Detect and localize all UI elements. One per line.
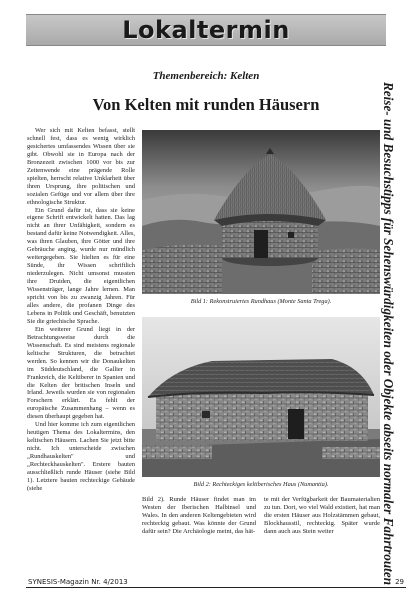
article-column-2: Bild 2). Runde Häuser findet man im Westen der Iberischen Halbinsel und Wales. In den anderen Keltengebieten wird rechteckig gebaut. Was könnte der Grund dafür sein? Die Archäologie meint, das hät- [142,496,256,535]
photo-caption-1: Bild 1: Rekonstruiertes Rundhaus (Monte Santa Trega). [190,298,332,305]
paragraph: Wer sich mit Kelten befasst, stellt schnell fest, dass es wenig wirklich gesichertes umfassendes Wissen über sie gibt. Obwohl sie in Europa nach der Bronzezeit zwischen 1000 vor bis zur Zeitenwende eine prägende Rolle spielten, herrscht relative Unklarheit über ihren Ursprung, ihre politischen und sozialen Gefüge und vor allem über ihre ethnologische Struktur. [27,127,135,206]
footer-rule [26,587,406,588]
magazine-name: SYNESIS-Magazin Nr. 4/2013 [28,578,128,586]
rectangular-house-image [142,317,380,477]
roundhouse-image [142,130,380,294]
paragraph: Und hier komme ich zum eigentlichen heutigen Thema des Lokaltermins, den keltischen Häusern. Lachen Sie jetzt bitte nicht. Ich unterscheide zwischen „Rundhauskelten" und „Rechteckhauskelten". Erstere bauten ausschließlich runde Häuser (siehe Bild 1). Letztere bauten rechteckige Gebäude (siehe [27,421,135,492]
sidebar-tagline: Reise- und Besuchstipps für Sehenswürdigkeiten oder Objekte abseits normaler Fahrtrouten [381,82,396,586]
photo-rectangular-house [142,317,380,477]
page-number: 29 [395,578,404,586]
paragraph: Ein weiterer Grund liegt in der Betrachtungsweise durch die Wissenschaft. Es sind meistens regionale keltische Strukturen, die betrachtet werden. So kennen wir die Donaukelten im Süddeutschland, die Gallier in Frankreich, die Keltiberer in Spanien und die Kelten der britischen Inseln und Irland. Jeweils wurden sie von regionalen Forschern erklärt. Es fehlt der europäische Zusammenhang – wenn es diesen überhaupt gegeben hat. [27,325,135,421]
article-column-1 [27,127,135,493]
section-title: Lokaltermin [122,16,290,44]
section-banner [26,14,386,46]
photo-caption-2: Bild 2: Rechteckiges keltiberisches Haus (Numantia). [193,481,329,488]
article-headline: Von Kelten mit runden Häusern [92,95,320,114]
article-column-3: te mit der Verfügbarkeit der Baumaterialien zu tun. Dort, wo viel Wald existiert, hat man die ersten Häuser aus Holzstämmen gebaut, Blockhausstil, rechteckig. Später wurde dann auch aus Stein weiter [264,496,380,535]
paragraph: Ein Grund dafür ist, dass sie keine eigene Schrift entwickelt hatten. Das lag nicht an ihrer Unfähigkeit, sondern es bestand dafür keine Notwendigkeit. Alles, was ihren Glauben, ihre Götter und ihre Gebräuche anging, wurde nur mündlich weitergegeben. Sie hielten es für eine Sünde, ihr Wissen schriftlich niederzulegen. Nicht umsonst mussten ihre Druiden, die eigentlichen Wissensträger, lange Jahre lernen. Man spricht von bis zu zwanzig Jahren. Für alles andere, die profanen Dinge des Lebens in Politik und Geschäft, benutzten Sie die griechische Sprache. [27,206,135,325]
theme-line: Themenbereich: Kelten [152,70,260,82]
photo-roundhouse [142,130,380,294]
